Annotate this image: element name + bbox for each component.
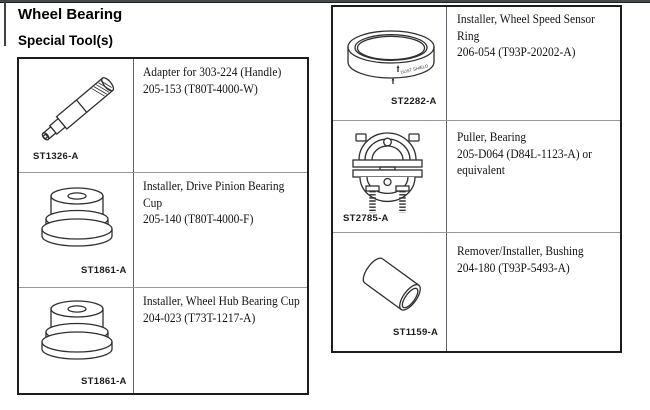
bushing-tool-drawing [353, 249, 433, 325]
tool-description: Installer, Drive Pinion Bearing [143, 179, 285, 193]
tool-id-label: ST1326-A [33, 151, 79, 162]
special-tools-table-left [17, 57, 309, 395]
tool-description: Installer, Wheel Hub Bearing Cup [143, 294, 300, 308]
window-top-edge [0, 0, 650, 3]
tool-image-cell [19, 59, 133, 172]
tool-image-cell [19, 173, 133, 287]
bearing-cup-tool-drawing [29, 296, 124, 368]
tool-image-cell [333, 121, 447, 232]
window-left-edge [4, 0, 6, 46]
tool-id-label: ST1861-A [81, 265, 127, 276]
sensor-ring-tool-drawing [341, 24, 441, 96]
tool-id-label: ST1861-A [81, 376, 127, 387]
tool-description-cell [448, 121, 620, 179]
tool-id-label: ST2282-A [391, 96, 437, 107]
tool-description: equivalent [457, 163, 505, 177]
tool-description: 206-054 (T93P-20202-A) [457, 45, 576, 59]
bearing-cup-tool-drawing [29, 183, 124, 255]
tool-description: 204-180 (T93P-5493-A) [457, 260, 570, 275]
special-tools-table-right [331, 5, 622, 353]
tool-description-cell [448, 233, 620, 276]
tool-id-label: ST1159-A [393, 327, 439, 338]
bearing-puller-tool-drawing [350, 129, 425, 217]
tool-description-cell [134, 288, 307, 326]
tool-description-cell [134, 173, 307, 228]
tool-description: Remover/Installer, Bushing [457, 244, 584, 258]
page-title: Wheel Bearing [18, 6, 123, 23]
dust-shield-annotation: DUST SHIELD [400, 63, 429, 75]
tool-description: 205-153 (T80T-4000-W) [143, 81, 258, 96]
tool-image-cell [333, 233, 447, 351]
tool-description: Ring [457, 28, 480, 43]
tool-description: Adapter for 303-224 (Handle) [143, 65, 282, 79]
tool-description-cell [134, 59, 307, 97]
tool-description-cell [448, 7, 620, 61]
tool-description: 205-140 (T80T-4000-F) [143, 212, 254, 226]
section-subtitle: Special Tool(s) [18, 33, 114, 48]
tool-description: 204-023 (T73T-1217-A) [143, 310, 256, 325]
tool-description: Cup [143, 195, 163, 210]
adapter-tool-drawing [27, 64, 127, 154]
tool-image-cell [19, 288, 133, 393]
tool-id-label: ST2785-A [343, 213, 389, 224]
tool-description: Puller, Bearing [457, 130, 527, 144]
tool-description: 205-D064 (D84L-1123-A) or [457, 146, 592, 161]
tool-description: Installer, Wheel Speed Sensor [457, 12, 595, 26]
tool-image-cell [333, 7, 447, 120]
